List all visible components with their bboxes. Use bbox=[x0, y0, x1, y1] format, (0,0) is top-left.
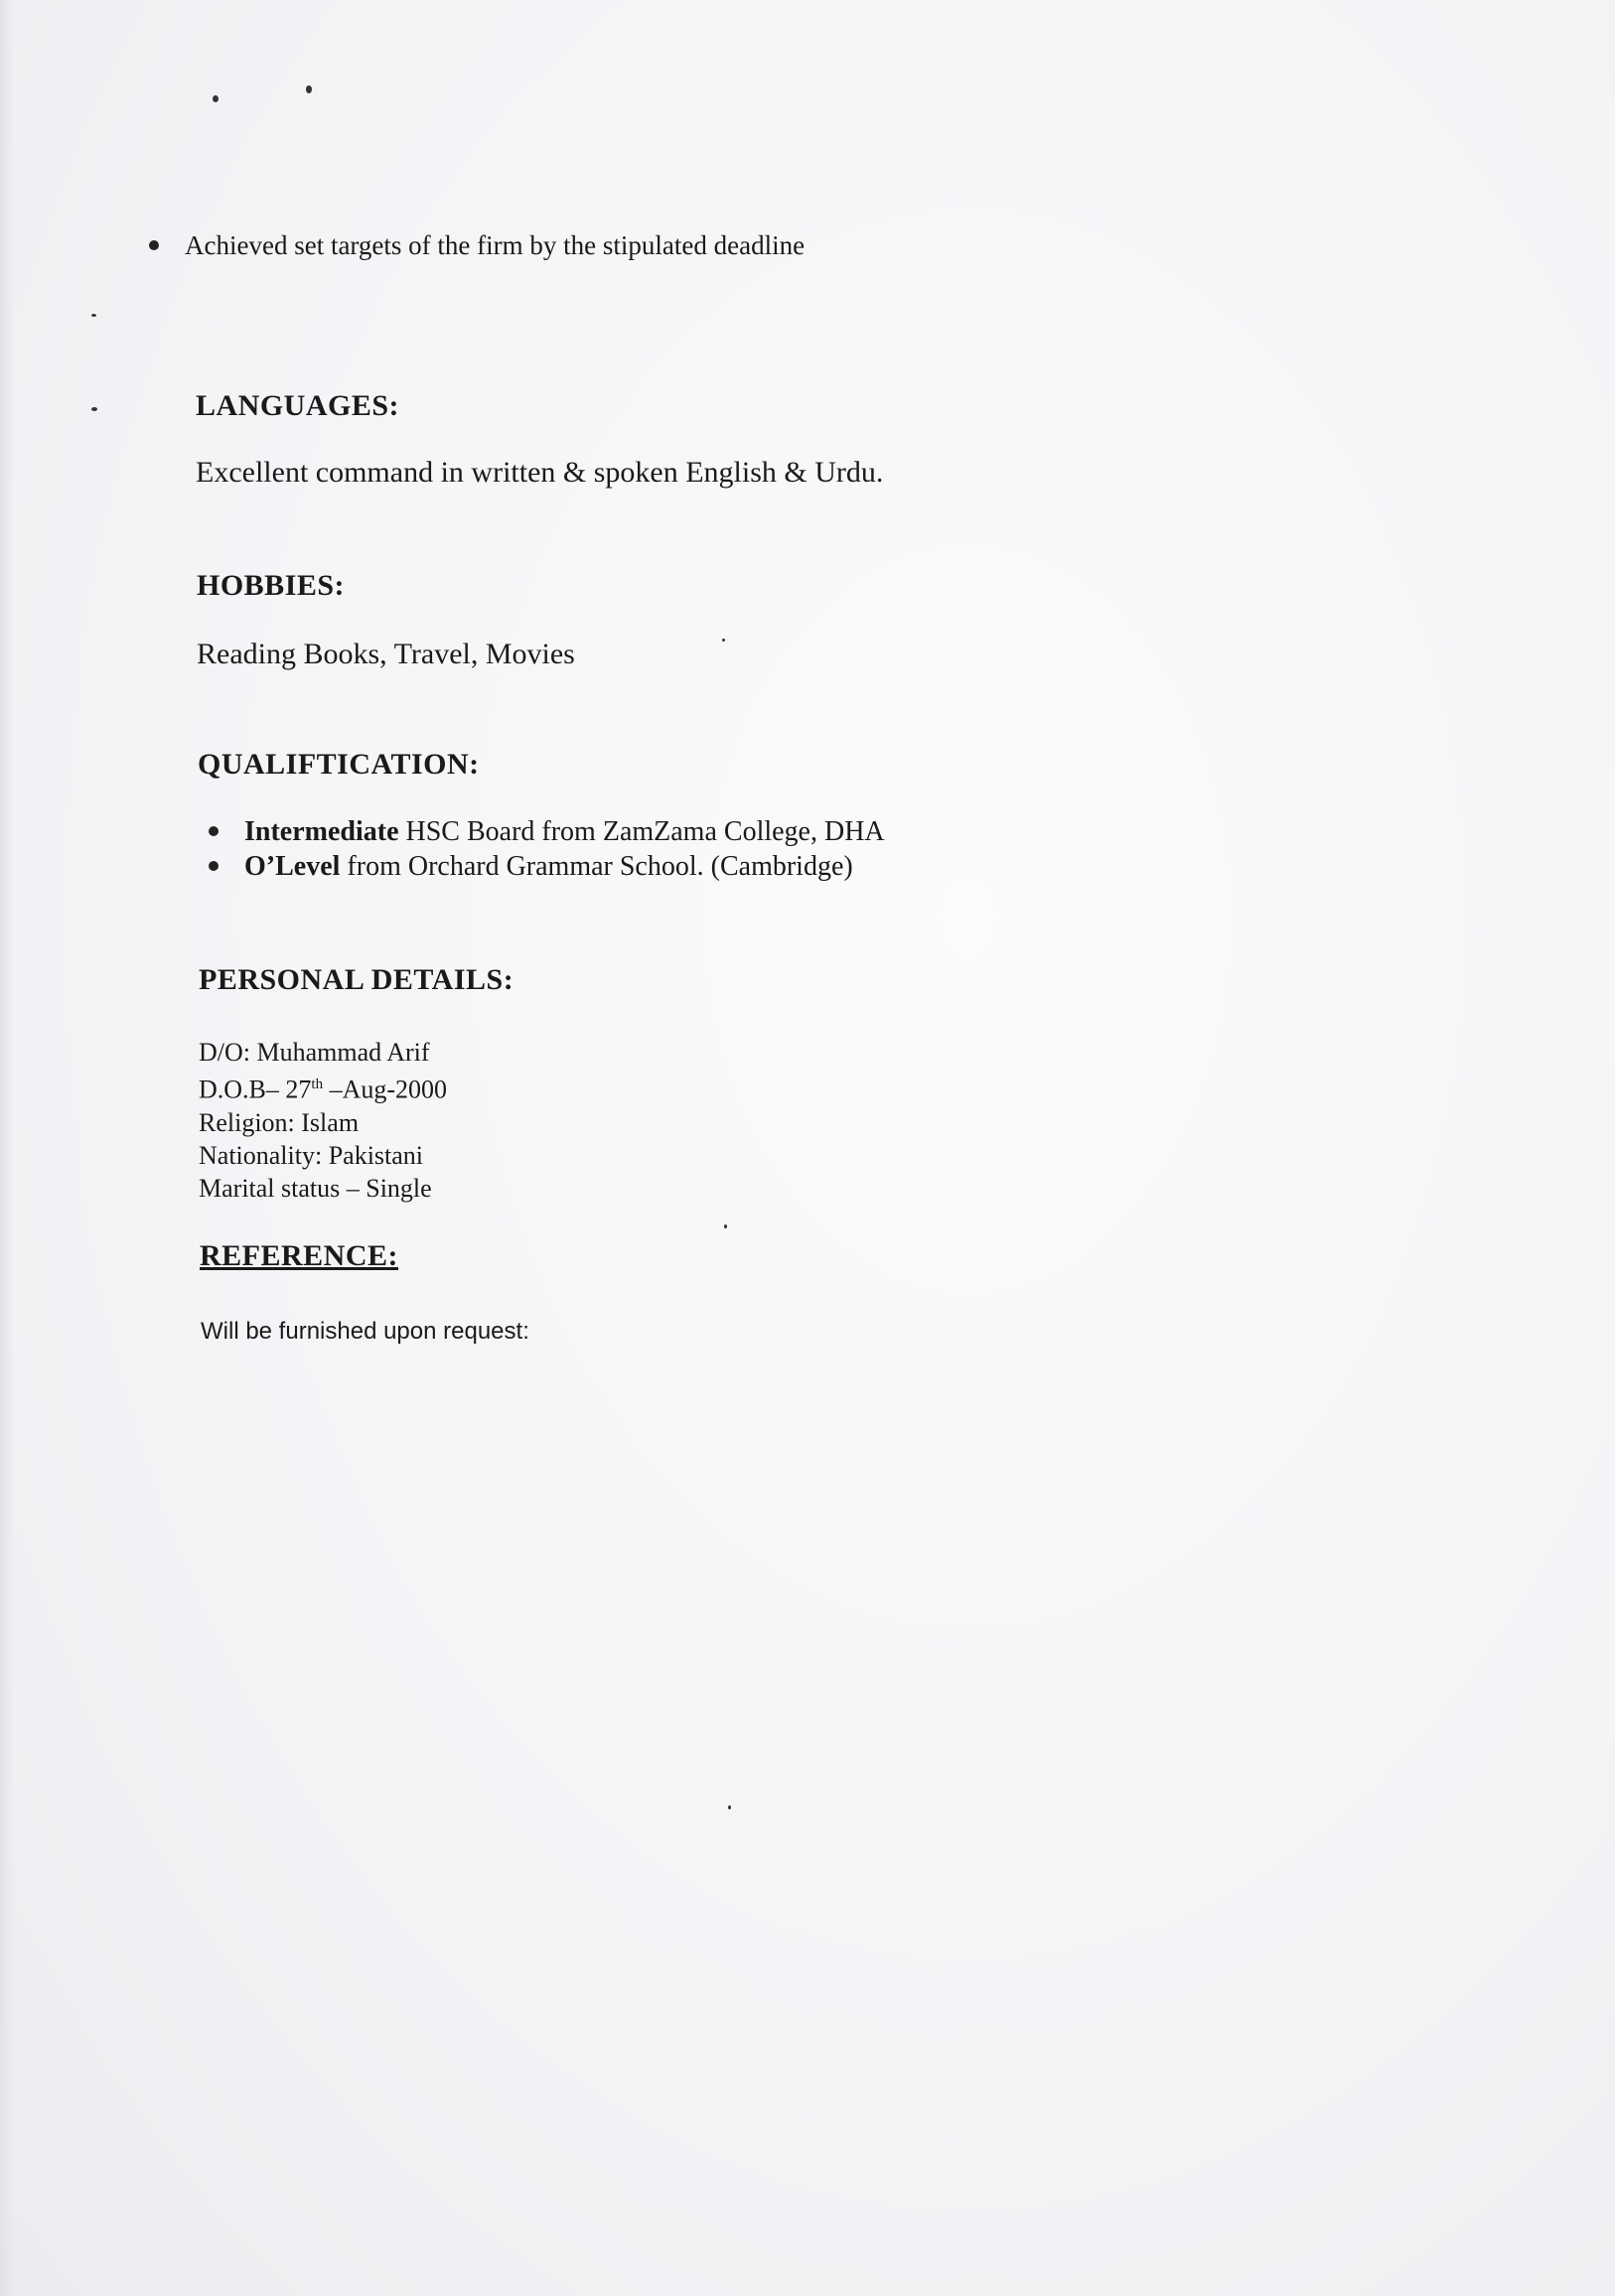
nationality: Nationality: Pakistani bbox=[199, 1140, 424, 1170]
qualification-level: O’Level bbox=[244, 851, 341, 882]
scan-speck bbox=[306, 85, 312, 93]
qualification-item bbox=[209, 851, 853, 883]
bullet-icon bbox=[209, 826, 219, 836]
marital-status: Marital status – Single bbox=[199, 1173, 432, 1203]
scan-speck bbox=[724, 1224, 727, 1228]
personal-details-heading: PERSONAL DETAILS: bbox=[199, 963, 514, 996]
religion: Religion: Islam bbox=[199, 1107, 360, 1137]
bullet-icon bbox=[149, 240, 159, 250]
scan-speck bbox=[91, 407, 97, 411]
hobbies-text: Reading Books, Travel, Movies bbox=[197, 638, 575, 670]
scan-speck bbox=[213, 95, 219, 102]
qualification-item bbox=[209, 816, 885, 848]
bullet-icon bbox=[209, 861, 219, 871]
reference-heading: REFERENCE: bbox=[200, 1239, 399, 1272]
dob-date: –Aug-2000 bbox=[323, 1075, 448, 1104]
languages-text: Excellent command in written & spoken English & Urdu. bbox=[196, 456, 884, 489]
qualification-level: Intermediate bbox=[244, 816, 399, 847]
qualification-detail: from Orchard Grammar School. (Cambridge) bbox=[340, 851, 853, 882]
languages-heading: LANGUAGES: bbox=[196, 389, 400, 422]
achievement-text: Achieved set targets of the firm by the stipulated deadline bbox=[185, 230, 806, 260]
father-name: D/O: Muhammad Arif bbox=[199, 1038, 430, 1067]
achievement-item bbox=[149, 230, 805, 261]
scan-speck bbox=[91, 314, 96, 317]
dob-suffix-ordinal: th bbox=[311, 1076, 324, 1092]
scan-speck bbox=[722, 639, 725, 642]
date-of-birth bbox=[199, 1069, 447, 1106]
scan-speck bbox=[728, 1805, 731, 1809]
hobbies-heading: HOBBIES: bbox=[197, 569, 346, 602]
qualification-detail: HSC Board from ZamZama College, DHA bbox=[398, 816, 885, 847]
personal-details-list bbox=[199, 1036, 447, 1205]
reference-text: Will be furnished upon request: bbox=[201, 1318, 529, 1345]
qualification-heading: QUALIFTICATION: bbox=[198, 748, 480, 781]
dob-prefix: D.O.B– 27 bbox=[199, 1075, 312, 1104]
